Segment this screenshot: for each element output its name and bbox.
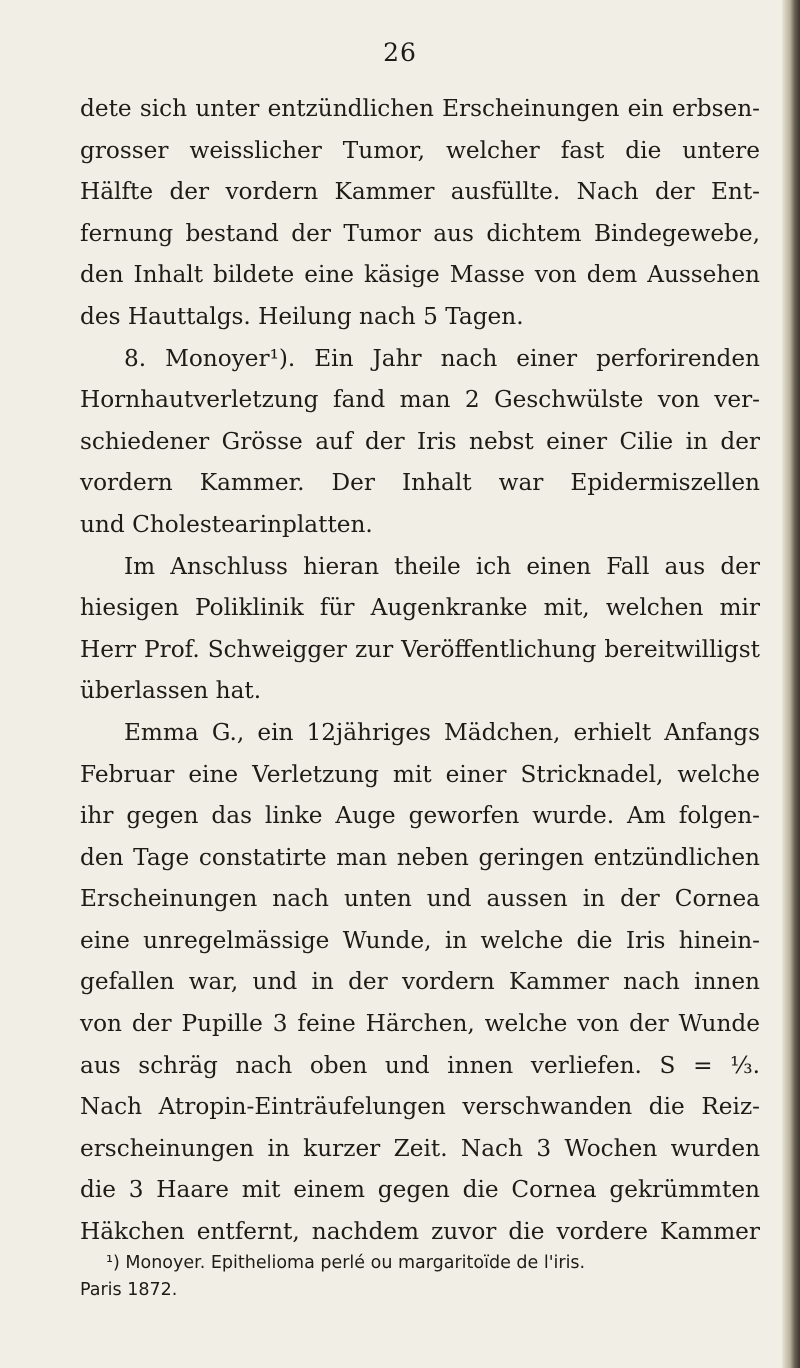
body-text (80, 88, 760, 1253)
text-line: des Hauttalgs. Heilung nach 5 Tagen. (80, 302, 524, 330)
footnote (80, 1250, 760, 1304)
text-line: und Cholestearinplatten. (80, 510, 373, 538)
text-line: aus schräg nach oben und innen verliefen. S = ⅓. (80, 1051, 760, 1079)
text-line: überlassen hat. (80, 677, 262, 705)
text-line: dete sich unter entzündlichen Erscheinungen ein erbsen- (80, 95, 760, 122)
text-line: vordern Kammer. Der Inhalt war Epidermiszellen (80, 469, 760, 497)
text-line: Nach Atropin-Einträufelungen verschwanden die Reiz- (80, 1093, 760, 1121)
text-line: Februar eine Verletzung mit einer Stricknadel, welche (80, 760, 760, 788)
page-number: 26 (383, 38, 417, 67)
text-line: hiesigen Poliklinik für Augenkranke mit, welchen mir (80, 594, 760, 622)
text-line: Hornhautverletzung fand man 2 Geschwülste von ver- (80, 386, 760, 414)
text-line: die 3 Haare mit einem gegen die Cornea gekrümmten (80, 1176, 760, 1204)
text-line: fernung bestand der Tumor aus dichtem Bindegewebe, (80, 219, 760, 247)
footnote-line: ¹) Monoyer. Epithelioma perlé ou margaritoïde de l'iris. (106, 1253, 586, 1273)
text-line: den Tage constatirte man neben geringen entzündlichen (80, 843, 760, 871)
text-line: erscheinungen in kurzer Zeit. Nach 3 Wochen wurden (80, 1134, 760, 1162)
text-line: Häkchen entfernt, nachdem zuvor die vordere Kammer (80, 1218, 760, 1246)
text-line: Emma G., ein 12jähriges Mädchen, erhielt Anfangs (124, 718, 760, 746)
text-line: von der Pupille 3 feine Härchen, welche von der Wunde (80, 1010, 760, 1038)
text-line: Im Anschluss hieran theile ich einen Fall aus der (124, 552, 760, 580)
text-line: Erscheinungen nach unten und aussen in der Cornea (80, 885, 760, 913)
text-line: 8. Monoyer¹). Ein Jahr nach einer perforirenden (124, 344, 760, 372)
text-line: Hälfte der vordern Kammer ausfüllte. Nach der Ent- (80, 178, 760, 206)
text-line: ihr gegen das linke Auge geworfen wurde. Am folgen- (80, 802, 760, 830)
text-line: schiedener Grösse auf der Iris nebst einer Cilie in der (80, 427, 760, 455)
text-line: eine unregelmässige Wunde, in welche die Iris hinein- (80, 926, 760, 954)
page-edge-shadow (782, 0, 800, 1368)
text-line: Herr Prof. Schweigger zur Veröffentlichung bereitwilligst (80, 635, 760, 663)
text-line: grosser weisslicher Tumor, welcher fast die untere (80, 136, 760, 164)
text-line: gefallen war, und in der vordern Kammer nach innen (80, 968, 760, 996)
text-line: den Inhalt bildete eine käsige Masse von dem Aussehen (80, 261, 760, 289)
footnote-line: Paris 1872. (80, 1280, 178, 1300)
